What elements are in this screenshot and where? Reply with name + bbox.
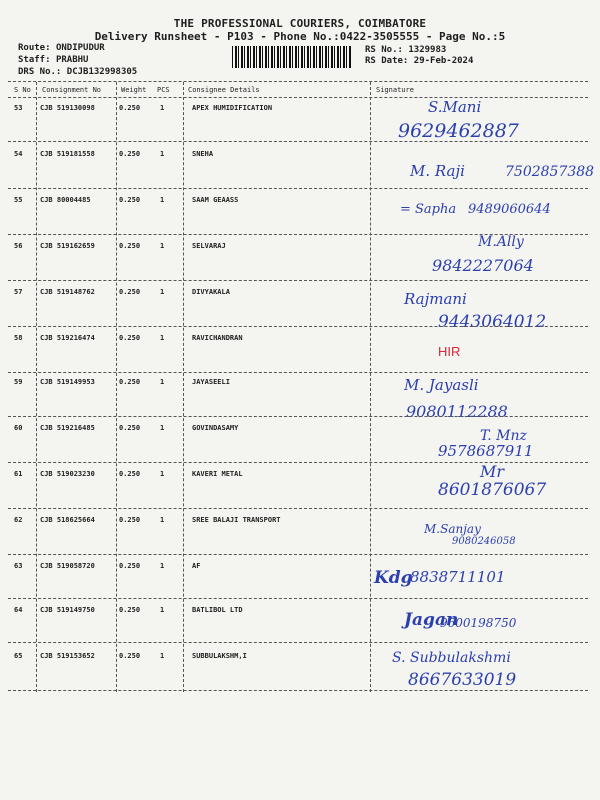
handwritten-signature: Jagan [404,610,459,630]
pcs-cell: 1 [160,652,165,660]
weight-cell: 0.250 [119,652,141,660]
sno-cell: 56 [14,242,23,250]
consignee-cell: JAYASEELI [192,378,230,386]
consignment-cell: CJB 519023230 [40,470,95,478]
row-divider [8,598,588,599]
weight-cell: 0.250 [119,606,141,614]
consignment-cell: CJB 519153652 [40,652,95,660]
consignment-cell: CJB 519149953 [40,378,95,386]
table-row [0,98,600,150]
handwritten-phone: 7502857388 [505,164,595,180]
handwritten-signature: = Sapha [400,202,457,217]
handwritten-signature: S.Mani [428,98,482,116]
col-header-consignee: Consignee Details [188,86,260,94]
rs-no-label: RS No.: [365,45,403,55]
col-header-pcs: PCS [157,86,170,94]
handwritten-signature: Rajmani [404,290,467,308]
consignment-cell: CJB 519149750 [40,606,95,614]
handwritten-phone: 9489060644 [468,202,551,217]
pcs-cell: 1 [160,242,165,250]
col-header-weight: Weight [121,86,147,94]
handwritten-phone: 9600198750 [440,616,517,630]
weight-cell: 0.250 [119,562,141,570]
consignee-cell: GOVINDASAMY [192,424,239,432]
staff-label: Staff: [18,55,51,65]
rs-date-label: RS Date: [365,56,409,66]
table-row [0,652,600,698]
weight-cell: 0.250 [119,242,141,250]
consignee-cell: SAAM GEAASS [192,196,239,204]
table-row [0,150,600,196]
handwritten-signature: Mr [480,462,505,481]
sno-cell: 59 [14,378,23,386]
handwritten-signature: HIR [438,344,461,359]
sno-cell: 54 [14,150,23,158]
pcs-cell: 1 [160,104,165,112]
table-row [0,606,600,652]
table-row [0,234,600,288]
col-header-sno: S No [14,86,31,94]
row-divider [8,642,588,643]
rs-no-line [365,45,446,55]
consignment-cell: CJB 519181558 [40,150,95,158]
col-header-consignment: Consignment No [42,86,102,94]
handwritten-signature: M.Sanjay [424,522,481,536]
handwritten-phone: 9443064012 [438,312,547,332]
drs-label: DRS No.: [18,67,62,77]
table-row [0,378,600,424]
row-divider [8,508,588,509]
route-value: ONDIPUDUR [55,43,105,53]
table-row [0,562,600,608]
handwritten-phone: 9842227064 [432,256,534,275]
handwritten-phone: 9080112288 [406,402,508,421]
pcs-cell: 1 [160,562,165,570]
sno-cell: 62 [14,516,23,524]
handwritten-signature: S. Subbulakshmi [392,650,511,666]
handwritten-signature: M. Jayasli [404,376,479,394]
col-header-signature: Signature [376,86,414,94]
pcs-cell: 1 [160,378,165,386]
consignment-cell: CJB 519130098 [40,104,95,112]
handwritten-phone: 9578687911 [438,442,534,460]
consignment-cell: CJB 519216474 [40,334,95,342]
row-divider [8,372,588,373]
sno-cell: 58 [14,334,23,342]
handwritten-phone: 9629462887 [398,120,519,142]
weight-cell: 0.250 [119,378,141,386]
consignee-cell: KAVERI METAL [192,470,243,478]
sno-cell: 63 [14,562,23,570]
sno-cell: 57 [14,288,23,296]
rs-date-value: 29-Feb-2024 [413,56,474,66]
consignment-cell: CJB 519058720 [40,562,95,570]
sno-cell: 61 [14,470,23,478]
consignment-cell: CJB 519216485 [40,424,95,432]
sno-cell: 53 [14,104,23,112]
row-divider [8,554,588,555]
consignment-cell: CJB 80004485 [40,196,91,204]
pcs-cell: 1 [160,470,165,478]
handwritten-phone: 8601876067 [438,480,547,500]
consignee-cell: SREE BALAJI TRANSPORT [192,516,281,524]
staff-value: PRABHU [55,55,89,65]
page-subtitle: Delivery Runsheet - P103 - Phone No.:0422-3505555 - Page No.:5 [94,30,506,43]
header-top-rule [8,81,588,82]
table-row [0,462,600,516]
weight-cell: 0.250 [119,516,141,524]
drs-value: DCJB132998305 [66,67,138,77]
row-divider [8,326,588,327]
staff-line [18,55,88,65]
consignee-cell: APEX HUMIDIFICATION [192,104,273,112]
weight-cell: 0.250 [119,424,141,432]
sno-cell: 65 [14,652,23,660]
pcs-cell: 1 [160,196,165,204]
pcs-cell: 1 [160,150,165,158]
row-divider [8,188,588,189]
weight-cell: 0.250 [119,196,141,204]
table-row [0,424,600,470]
route-label: Route: [18,43,51,53]
weight-cell: 0.250 [119,470,141,478]
consignee-cell: RAVICHANDRAN [192,334,243,342]
handwritten-phone: 9080246058 [452,536,516,547]
table-row [0,334,600,380]
pcs-cell: 1 [160,334,165,342]
barcode-image [232,46,352,68]
page-title: THE PROFESSIONAL COURIERS, COIMBATORE [173,17,427,30]
handwritten-signature: M. Raji [410,162,465,180]
row-divider [8,141,588,142]
weight-cell: 0.250 [119,288,141,296]
rs-date-line [365,56,473,66]
consignee-cell: DIVYAKALA [192,288,230,296]
weight-cell: 0.250 [119,150,141,158]
header-bottom-rule [8,97,588,98]
consignee-cell: SELVARAJ [192,242,226,250]
pcs-cell: 1 [160,288,165,296]
row-divider [8,416,588,417]
consignee-cell: SUBBULAKSHM,I [192,652,247,660]
sno-cell: 55 [14,196,23,204]
pcs-cell: 1 [160,424,165,432]
weight-cell: 0.250 [119,334,141,342]
handwritten-phone: 8667633019 [408,670,517,690]
rs-no-value: 1329983 [408,45,447,55]
pcs-cell: 1 [160,606,165,614]
consignment-cell: CJB 519162659 [40,242,95,250]
handwritten-signature: T. Mnz [480,428,527,444]
row-divider [8,690,588,691]
row-divider [8,280,588,281]
handwritten-signature: Kdg [374,568,413,588]
sno-cell: 60 [14,424,23,432]
pcs-cell: 1 [160,516,165,524]
consignment-cell: CJB 519148762 [40,288,95,296]
table-row [0,516,600,562]
route-line [18,43,105,53]
consignee-cell: AF [192,562,201,570]
drs-line [18,67,137,77]
consignment-cell: CJB 518625664 [40,516,95,524]
consignee-cell: SNEHA [192,150,214,158]
consignee-cell: BATLIBOL LTD [192,606,243,614]
table-row [0,288,600,334]
weight-cell: 0.250 [119,104,141,112]
handwritten-signature: M.Ally [478,234,524,250]
handwritten-phone: 8838711101 [410,568,506,586]
sno-cell: 64 [14,606,23,614]
